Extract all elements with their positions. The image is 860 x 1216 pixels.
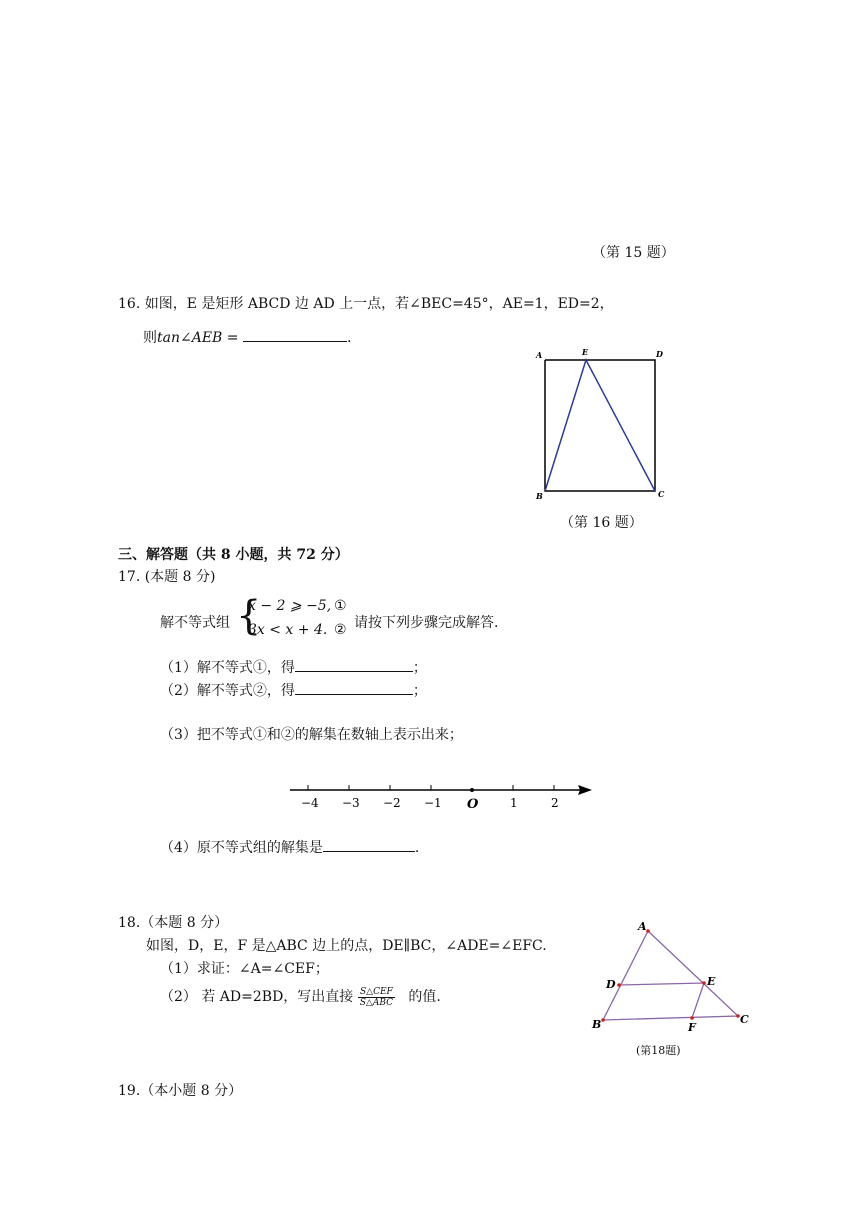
q16-ask bbox=[143, 327, 351, 347]
q18-part2-prefix: （2） 若 AD=2BD，写出直接 bbox=[160, 989, 354, 1005]
point-f bbox=[690, 1016, 694, 1020]
q16-caption: （第 16 题） bbox=[560, 515, 643, 531]
q17-ineq2: 3x < x + 4. bbox=[248, 622, 328, 638]
q17-step1-blank[interactable] bbox=[295, 657, 413, 672]
q17-step4-end: . bbox=[414, 840, 420, 856]
q17-step2 bbox=[160, 680, 427, 700]
q18-part2 bbox=[160, 986, 441, 1008]
q17-step1-text: （1）解不等式①，得 bbox=[160, 660, 295, 676]
q18-part2-suffix: 的值. bbox=[408, 989, 441, 1005]
tick-label-origin: O bbox=[467, 797, 479, 812]
q17-ineq1-mark: ① bbox=[334, 598, 347, 614]
q18-caption: (第18题) bbox=[636, 1044, 681, 1057]
triangle-abc bbox=[603, 931, 738, 1020]
label-a: A bbox=[638, 920, 647, 933]
tick-label-2: 2 bbox=[551, 796, 559, 810]
tick-label-minus-2: −2 bbox=[383, 796, 401, 810]
tick-label-minus-3: −3 bbox=[342, 796, 360, 810]
point-e bbox=[702, 981, 706, 985]
tick-label-minus-1: −1 bbox=[424, 796, 442, 810]
area-ratio-fraction bbox=[358, 987, 395, 1008]
point-d bbox=[617, 983, 621, 987]
label-c: C bbox=[658, 489, 665, 499]
q18-part1: （1）求证：∠A=∠CEF； bbox=[160, 961, 329, 977]
q18-triangle-figure bbox=[588, 918, 760, 1038]
label-d: D bbox=[606, 978, 616, 991]
q16-stem: 16. 如图，E 是矩形 ABCD 边 AD 上一点，若∠BEC=45°，AE=1，ED=2， bbox=[118, 296, 614, 312]
q16-ask-suffix: . bbox=[346, 330, 352, 346]
q17-step2-text: （2）解不等式②，得 bbox=[160, 683, 295, 699]
label-a: A bbox=[536, 350, 543, 360]
fraction-numerator: S△CEF bbox=[358, 987, 395, 998]
q17-ineq2-mark: ② bbox=[334, 622, 347, 638]
q17-step2-end: ； bbox=[412, 683, 427, 699]
q17-ineq1: x − 2 ⩾ −5, bbox=[248, 598, 332, 614]
fraction-denominator: S△ABC bbox=[359, 997, 394, 1008]
q18-head: 18.（本题 8 分） bbox=[118, 915, 229, 931]
q16-answer-blank[interactable] bbox=[243, 327, 347, 342]
number-line-ticks bbox=[308, 785, 554, 792]
tick-label-minus-4: −4 bbox=[301, 796, 319, 810]
point-a bbox=[646, 929, 650, 933]
label-f: F bbox=[688, 1021, 696, 1034]
q17-head: 17. (本题 8 分) bbox=[118, 569, 216, 585]
rectangle-abcd bbox=[545, 360, 655, 491]
number-line bbox=[280, 776, 600, 812]
label-e: E bbox=[707, 975, 716, 988]
q19-head: 19.（本小题 8 分） bbox=[118, 1083, 243, 1099]
q18-stem: 如图，D，E，F 是△ABC 边上的点，DE∥BC，∠ADE=∠EFC. bbox=[146, 938, 547, 954]
q17-instruction: 请按下列步骤完成解答. bbox=[354, 615, 499, 631]
number-line-arrow bbox=[578, 785, 592, 795]
label-c: C bbox=[740, 1013, 749, 1026]
q16-ask-expr: tan∠AEB = bbox=[157, 330, 239, 346]
label-d: D bbox=[656, 349, 663, 359]
q17-step2-blank[interactable] bbox=[295, 680, 413, 695]
q16-ask-prefix: 则 bbox=[143, 330, 157, 346]
q16-rectangle-figure bbox=[530, 344, 670, 504]
q17-step4-text: （4）原不等式组的解集是 bbox=[160, 840, 323, 856]
segment-ef bbox=[692, 983, 704, 1018]
q17-step1-end: ； bbox=[412, 660, 427, 676]
label-b: B bbox=[536, 491, 543, 501]
origin-dot bbox=[470, 788, 474, 792]
q17-step4 bbox=[160, 837, 419, 857]
segments-be-ec bbox=[545, 360, 655, 491]
segment-de bbox=[619, 983, 704, 985]
label-b: B bbox=[592, 1018, 602, 1031]
q17-intro: 解不等式组 bbox=[160, 615, 230, 631]
q17-step4-blank[interactable] bbox=[323, 837, 415, 852]
q17-step3: （3）把不等式①和②的解集在数轴上表示出来； bbox=[160, 727, 463, 743]
tick-label-1: 1 bbox=[510, 796, 518, 810]
point-b bbox=[601, 1018, 605, 1022]
q15-caption: （第 15 题） bbox=[592, 245, 675, 261]
q17-step1 bbox=[160, 657, 427, 677]
section-3-title: 三、解答题（共 8 小题，共 72 分） bbox=[118, 547, 349, 563]
system-brace: { bbox=[236, 593, 262, 639]
label-e: E bbox=[582, 347, 589, 357]
